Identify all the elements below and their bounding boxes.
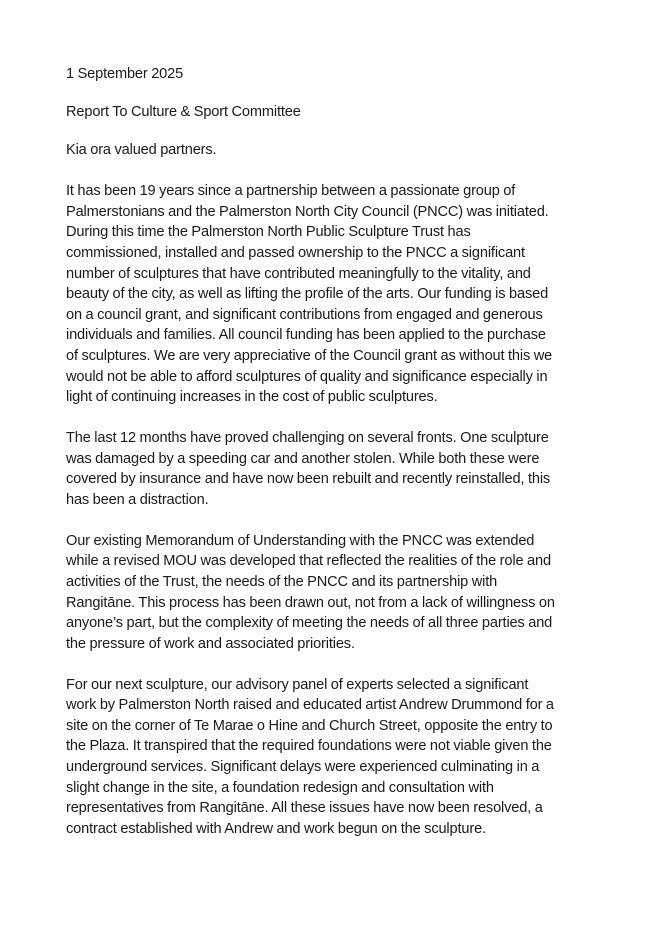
greeting: Kia ora valued partners. bbox=[66, 142, 217, 159]
text-line: representatives from Rangitāne. All these issues have now been resolved, a bbox=[66, 800, 543, 817]
text-line: the pressure of work and associated priorities. bbox=[66, 635, 355, 652]
text-line: was damaged by a speeding car and another stolen. While both these were bbox=[66, 450, 540, 467]
text-line: on a council grant, and significant contributions from engaged and generous bbox=[66, 306, 543, 323]
text-line: individuals and families. All council funding has been applied to the purchase bbox=[66, 327, 546, 344]
text-line: Our existing Memorandum of Understanding with the PNCC was extended bbox=[66, 532, 535, 549]
text-line: During this time the Palmerston North Public Sculpture Trust has bbox=[66, 224, 471, 241]
text-line: number of sculptures that have contributed meaningfully to the vitality, and bbox=[66, 265, 531, 282]
text-line: light of continuing increases in the cost of public sculptures. bbox=[66, 389, 438, 406]
text-line: covered by insurance and have now been rebuilt and recently reinstalled, this bbox=[66, 471, 551, 488]
text-line: has been a distraction. bbox=[66, 491, 209, 508]
report-title: Report To Culture & Sport Committee bbox=[66, 104, 301, 121]
text-line: Rangitāne. This process has been drawn out, not from a lack of willingness on bbox=[66, 594, 555, 611]
text-line: underground services. Significant delays were experienced culminating in a bbox=[66, 759, 540, 775]
text-line: would not be able to afford sculptures of quality and significance especially in bbox=[66, 368, 548, 385]
text-line: the Plaza. It transpired that the required foundations were not viable given the bbox=[66, 738, 552, 755]
text-line: activities of the Trust, the needs of the PNCC and its partnership with bbox=[66, 573, 498, 590]
text-line: The last 12 months have proved challenging on several fronts. One sculpture bbox=[66, 430, 549, 447]
text-line: site on the corner of Te Marae o Hine and Church Street, opposite the entry to bbox=[66, 717, 553, 734]
text-line: while a revised MOU was developed that reflected the realities of the role and bbox=[66, 553, 551, 570]
text-line: Palmerstonians and the Palmerston North City Council (PNCC) was initiated. bbox=[66, 203, 549, 220]
document-page bbox=[66, 64, 614, 860]
text-line: commissioned, installed and passed ownership to the PNCC a significant bbox=[66, 245, 525, 262]
text-line: anyone’s part, but the complexity of meeting the needs of all three parties and bbox=[66, 615, 553, 632]
report-date: 1 September 2025 bbox=[66, 66, 184, 82]
text-line: slight change in the site, a foundation redesign and consultation with bbox=[66, 779, 494, 796]
paragraph-challenges bbox=[66, 428, 614, 510]
text-line: beauty of the city, as well as lifting the profile of the arts. Our funding is based bbox=[66, 286, 549, 303]
text-line: of sculptures. We are very appreciative of the Council grant as without this we bbox=[66, 348, 553, 365]
paragraph-mou bbox=[66, 531, 614, 655]
paragraph-next-sculpture bbox=[66, 675, 614, 840]
text-line: It has been 19 years since a partnership between a passionate group of bbox=[66, 183, 516, 200]
text-line: work by Palmerston North raised and educated artist Andrew Drummond for a bbox=[66, 697, 554, 714]
paragraph-partnership-history bbox=[66, 181, 614, 408]
text-line: contract established with Andrew and work begun on the sculpture. bbox=[66, 820, 486, 837]
text-line: For our next sculpture, our advisory panel of experts selected a significant bbox=[66, 676, 529, 693]
